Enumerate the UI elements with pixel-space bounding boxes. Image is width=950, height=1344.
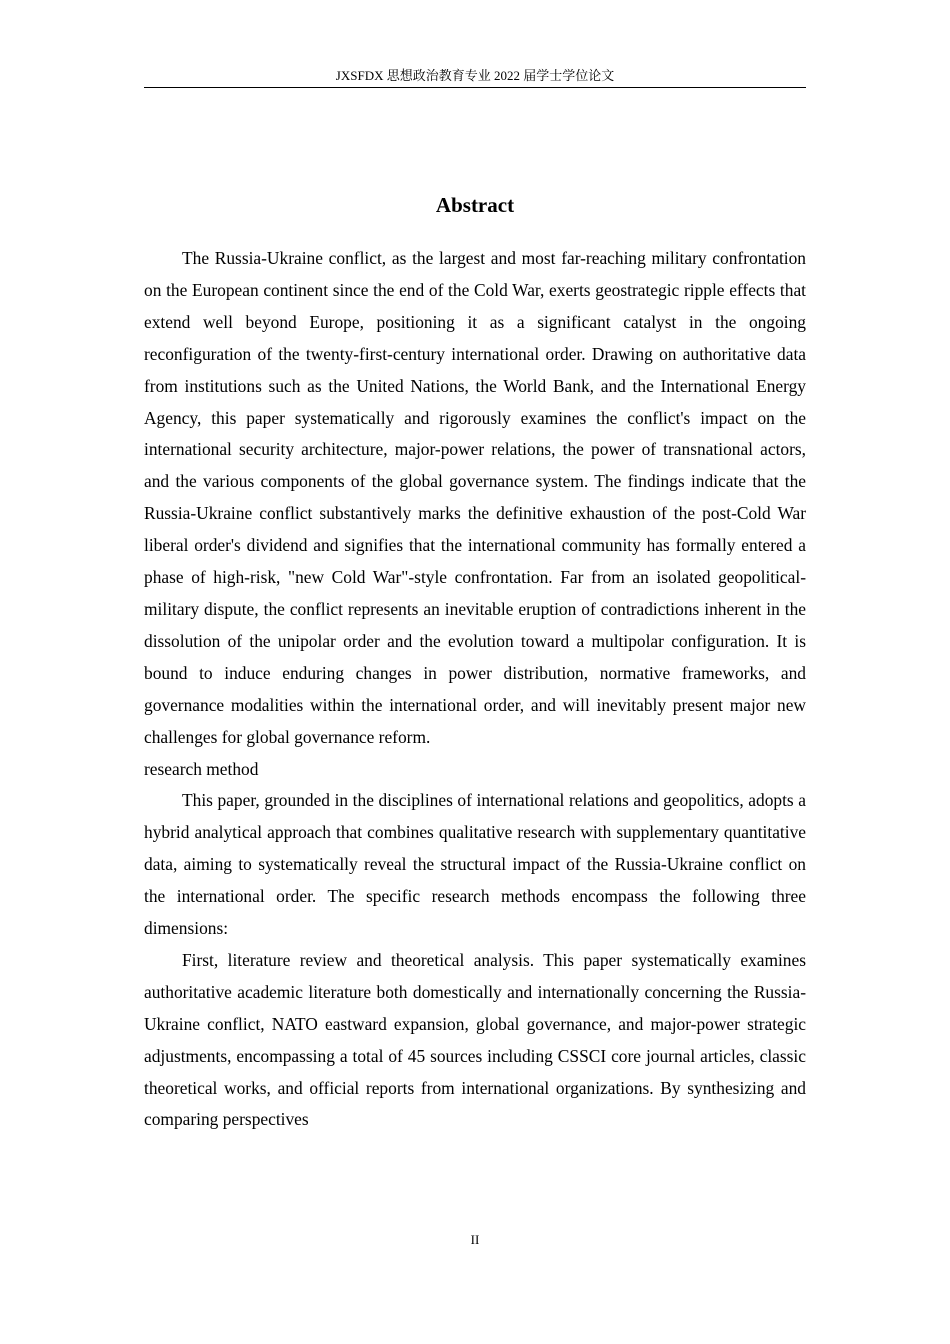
- research-method-paragraph-2: First, literature review and theoretical analysis. This paper systematically examines authoritative academic literature both domestically and internationally concerning the Russia-Ukraine conflict, NATO eastward expansion, global governance, and major-power strategic adjustments, encompassing a total of 45 sources including CSSCI core journal articles, classic theoretical works, and official reports from international organizations. By synthesizing and comparing perspectives: [144, 949, 806, 1130]
- running-header: JXSFDX 思想政治教育专业 2022 届学士学位论文: [335, 68, 615, 83]
- header-divider: [144, 87, 806, 88]
- abstract-title: Abstract: [435, 193, 515, 217]
- research-method-paragraph-1: This paper, grounded in the disciplines of international relations and geopolitics, adopts a hybrid analytical approach that combines qualitative research with supplementary quantitative data, aiming to systematically reveal the structural impact of the Russia-Ukraine conflict on the international order. The specific research methods encompass the following three dimensions:: [144, 790, 806, 939]
- section-heading-research-method: research method: [144, 758, 259, 779]
- abstract-paragraph-1: The Russia-Ukraine conflict, as the largest and most far-reaching military confrontation on the European continent since the end of the Cold War, exerts geostrategic ripple effects that extend well beyond Europe, positioning it as a significant catalyst in the ongoing reconfiguration of the twenty-first-century international order. Drawing on authoritative data from institutions such as the United Nations, the World Bank, and the International Energy Agency, this paper systematically and rigorously examines the conflict's impact on the international security architecture, major-power relations, the power of transnational actors, and the various components of the global governance system. The findings indicate that the Russia-Ukraine conflict substantively marks the definitive exhaustion of the post-Cold War liberal order's dividend and signifies that the international community has formally entered a phase of high-risk, "new Cold War"-style confrontation. Far from an isolated geopolitical-military dispute, the conflict represents an inevitable eruption of contradictions inherent in the dissolution of the unipolar order and the evolution toward a multipolar configuration. It is bound to induce enduring changes in power distribution, normative frameworks, and governance modalities within the international order, and will inevitably present major new challenges for global governance reform.: [144, 248, 806, 747]
- abstract-body: [144, 243, 806, 1136]
- page-number: II: [470, 1232, 480, 1247]
